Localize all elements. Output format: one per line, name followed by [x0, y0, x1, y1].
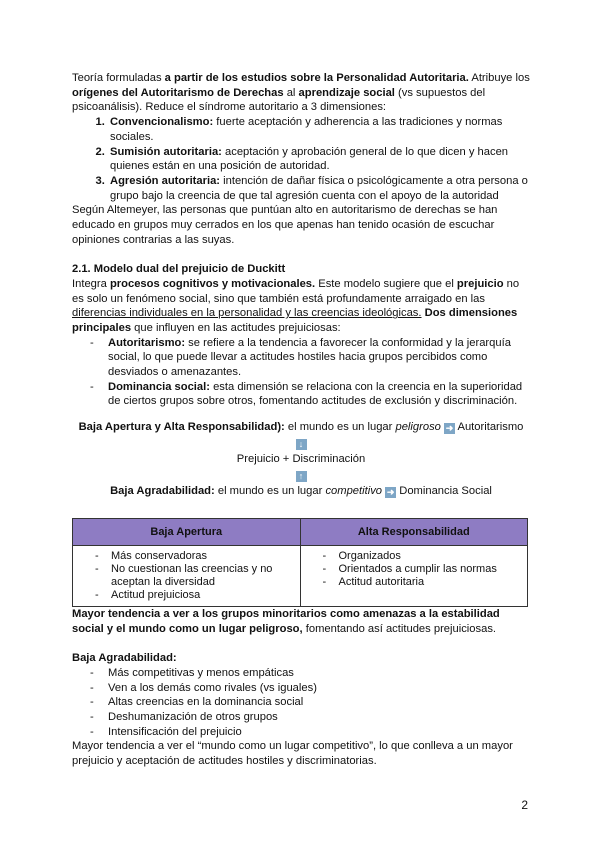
- bold-text: prejuicio: [456, 277, 504, 290]
- table-row: [73, 546, 528, 607]
- bold-text: a partir de los estudios sobre la Personalidad Autoritaria.: [164, 72, 469, 84]
- text: Este modelo sugiere que el: [315, 277, 457, 290]
- arrow-up-icon: ↑: [296, 471, 307, 482]
- table-cell: [73, 546, 301, 607]
- list-item: - Organizados: [339, 550, 528, 563]
- diagram-arrow-up: [72, 467, 530, 483]
- underlined-text: diferencias individuales en la personalidad y las creencias ideológicas.: [72, 307, 422, 320]
- desc: se refiere a la tendencia a favorecer la conformidad y la jerarquía social, lo que puede llevar a actitudes hostiles hacia grupos percibidos como desviados o amenazantes.: [108, 336, 511, 379]
- list-item: - Orientados a cumplir las normas: [339, 563, 528, 576]
- term: Convencionalismo:: [110, 116, 214, 129]
- text: Integra: [72, 277, 110, 290]
- dimensions-dash-list: [72, 336, 530, 410]
- arrow-right-icon: ➜: [445, 423, 454, 434]
- text: que influyen en las actitudes prejuiciosas:: [131, 321, 341, 334]
- text: el mundo es un lugar: [214, 485, 326, 498]
- arrow-down-icon: ↓: [296, 439, 307, 450]
- page-number: 2: [521, 798, 528, 812]
- text: al: [283, 86, 299, 99]
- bold-text: procesos cognitivos y motivacionales.: [109, 277, 316, 290]
- section-heading: [72, 262, 530, 277]
- intro-paragraph: [72, 71, 530, 115]
- term: Autoritarismo:: [108, 336, 186, 349]
- italic-text: peligroso: [395, 421, 441, 434]
- list-item: - Deshumanización de otros grupos: [108, 710, 530, 725]
- diagram-line-1: [60, 419, 542, 435]
- section-paragraph: [72, 277, 530, 336]
- diagram-line-2: [72, 483, 530, 499]
- diagram-arrow-down: [72, 435, 530, 451]
- list-item: [108, 115, 530, 144]
- duckitt-diagram: [72, 419, 530, 499]
- table-cell: [300, 546, 528, 607]
- text: el mundo es un lugar: [284, 421, 396, 434]
- heading-text: 2.1. Modelo dual del prejuicio de Duckitt: [72, 263, 286, 276]
- agradabilidad-list: [72, 666, 530, 740]
- heading-text: Baja Agradabilidad:: [72, 652, 177, 665]
- diagram-middle: Prejuicio + Discriminación: [236, 453, 366, 466]
- list-item: [108, 174, 530, 203]
- list-item: [108, 145, 530, 174]
- text: (vs supuestos del psicoanálisis). Reduce el síndrome autoritario a 3 dimensiones:: [72, 86, 486, 114]
- list-item: - Ven a los demás como rivales (vs iguales): [108, 681, 530, 696]
- list-item: [108, 336, 530, 380]
- desc: intención de dañar física o psicológicamente a otra persona o grupo bajo la creencia de que tal agresión cuenta con el apoyo de la autoridad: [110, 174, 528, 202]
- traits-table: [72, 518, 528, 607]
- text: no es solo un fenómeno social, sino que también está profundamente arraigado en las: [72, 277, 520, 305]
- text: fomentando así actitudes prejuiciosas.: [302, 622, 497, 635]
- bold-text: Baja Agradabilidad:: [110, 485, 215, 498]
- list-item: - Actitud autoritaria: [339, 576, 528, 589]
- table-header-row: [73, 519, 528, 546]
- bold-text: Baja Apertura y Alta Responsabilidad):: [78, 421, 285, 434]
- after-table-paragraph: [72, 607, 530, 636]
- term: Dominancia social:: [108, 380, 210, 393]
- desc: esta dimensión se relaciona con la creencia en la superioridad de ciertos grupos sobre otros, fomentando actitudes de exclusión y discriminación.: [108, 380, 523, 408]
- list-item: [108, 380, 530, 409]
- bold-text: Dos dimensiones principales: [72, 307, 518, 334]
- text: Autoritarismo: [455, 421, 524, 434]
- document-page: [72, 71, 530, 769]
- term: Sumisión autoritaria:: [110, 145, 222, 158]
- column-header: Alta Responsabilidad: [300, 519, 528, 546]
- desc: fuerte aceptación y adherencia a las tradiciones y normas sociales.: [110, 116, 503, 143]
- conclusion-paragraph: Mayor tendencia a ver el “mundo como un lugar competitivo”, lo que conlleva a un mayor prejuicio y aceptación de actitudes hostiles y discriminatorias.: [72, 740, 513, 768]
- list-item: - Altas creencias en la dominancia social: [108, 695, 530, 710]
- italic-text: competitivo: [325, 485, 383, 498]
- dimensions-list: [72, 115, 530, 203]
- bold-text: orígenes del Autoritarismo de Derechas: [72, 86, 284, 99]
- list-item: - Actitud prejuiciosa: [111, 589, 300, 602]
- desc: aceptación y aprobación general de lo que dicen y hacen quienes están en una posición de autoridad.: [110, 145, 509, 173]
- term: Agresión autoritaria:: [110, 174, 221, 187]
- text: Dominancia Social: [396, 485, 492, 498]
- list-item: - Más competitivas y menos empáticas: [108, 666, 530, 681]
- text: Atribuye los: [468, 72, 530, 84]
- text: Teoría formuladas: [72, 72, 165, 84]
- list-item: - No cuestionan las creencias y no aceptan la diversidad: [111, 563, 300, 589]
- bold-text: Mayor tendencia a ver a los grupos minoritarios como amenazas a la estabilidad social y el mundo como un lugar peligroso,: [72, 608, 500, 635]
- arrow-right-icon: ➜: [386, 487, 395, 498]
- altemeyer-paragraph: Según Altemeyer, las personas que puntúan alto en autoritarismo de derechas se han educado en grupos muy cerrados en los que apenas han tenido ocasión de escuchar opiniones contrarias a las suyas.: [72, 204, 498, 246]
- bold-text: aprendizaje social: [298, 86, 395, 99]
- list-item: - Intensificación del prejuicio: [108, 725, 530, 740]
- agradabilidad-heading: [72, 651, 530, 666]
- list-item: - Más conservadoras: [111, 550, 300, 563]
- column-header: Baja Apertura: [73, 519, 301, 546]
